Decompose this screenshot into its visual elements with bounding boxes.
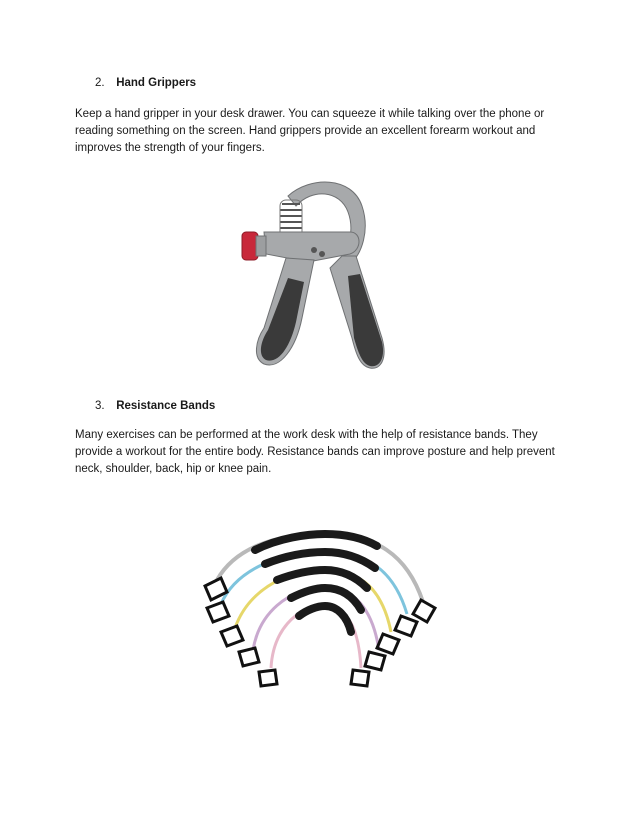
section-body-resistance-bands: Many exercises can be performed at the work desk with the help of resistance bands. They provide a workout for the entire body. Resistance bands can improve posture and help prevent neck, shoulder, back, hip or knee pain. <box>75 429 555 475</box>
section-heading-hand-grippers <box>95 76 196 90</box>
section-heading-resistance-bands <box>95 399 215 413</box>
hand-gripper-image <box>230 178 405 373</box>
section-title: Hand Grippers <box>116 77 197 89</box>
section-number: 2. <box>95 77 105 89</box>
band-handles-left <box>205 578 277 686</box>
section-body-hand-grippers: Keep a hand gripper in your desk drawer. You can squeeze it while talking over the phone or reading something on the screen. Hand grippers provide an excellent forearm workout and improves the strength of your fingers. <box>75 108 545 154</box>
resistance-bands-image <box>195 528 445 690</box>
section-number: 3. <box>95 400 105 412</box>
section-title: Resistance Bands <box>116 400 216 412</box>
